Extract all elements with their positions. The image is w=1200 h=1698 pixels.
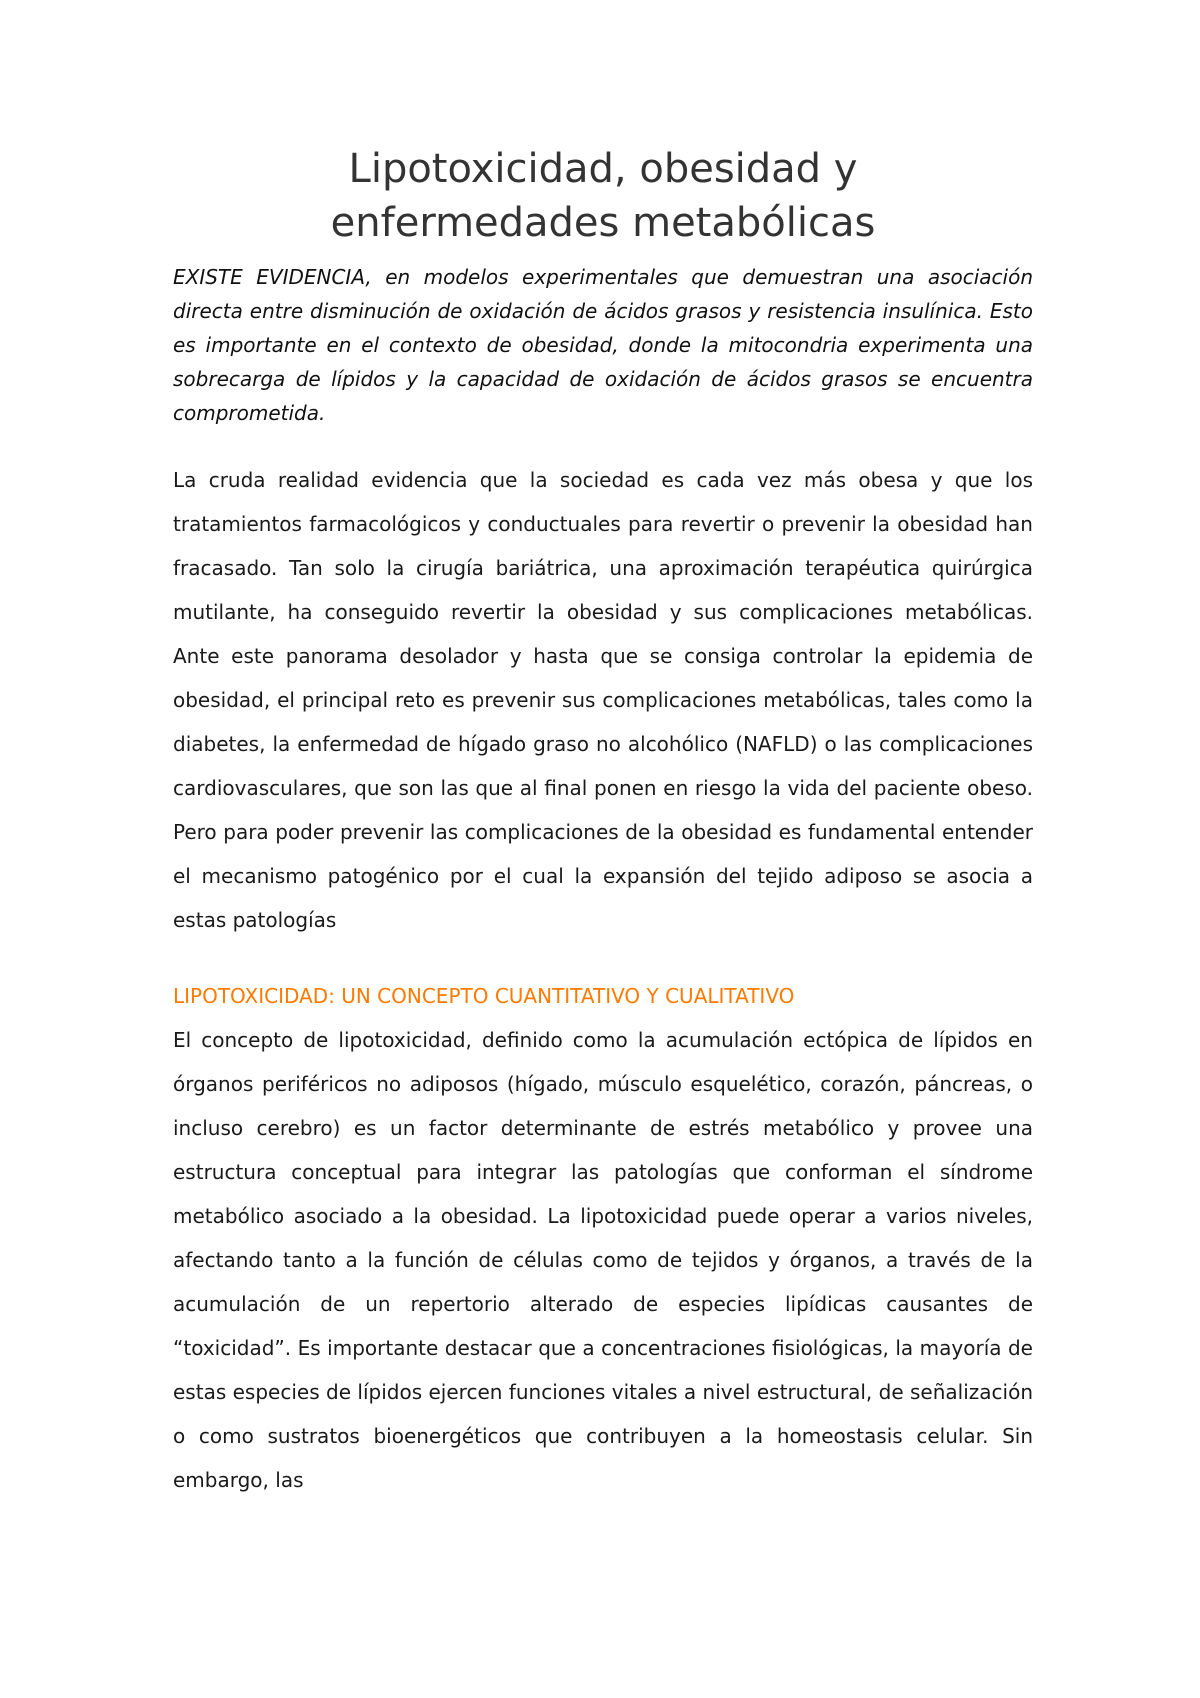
title-line-1: Lipotoxicidad, obesidad y	[348, 146, 858, 192]
title-line-2: enfermedades metabólicas	[330, 200, 876, 246]
document-content	[173, 142, 1033, 1502]
section-heading: LIPOTOXICIDAD: UN CONCEPTO CUANTITATIVO Y CUALITATIVO	[173, 984, 795, 1008]
body-paragraph-2: El concepto de lipotoxicidad, definido como la acumulación ectópica de lípidos en órganos periféricos no adiposos (hígado, músculo esquelético, corazón, páncreas, o incluso cerebro) es un factor determinante de estrés metabólico y provee una estructura conceptual para integrar las patologías que conforman el síndrome metabólico asociado a la obesidad. La lipotoxicidad puede operar a varios niveles, afectando tanto a la función de células como de tejidos y órganos, a través de la acumulación de un repertorio alterado de especies lipídicas causantes de “toxicidad”. Es importante destacar que a concentraciones fisiológicas, la mayoría de estas especies de lípidos ejercen funciones vitales a nivel estructural, de señalización o como sustratos bioenergéticos que contribuyen a la homeostasis celular. Sin embargo, las	[173, 1028, 1033, 1492]
intro-paragraph: EXISTE EVIDENCIA, en modelos experimentales que demuestran una asociación directa entre disminución de oxidación de ácidos grasos y resistencia insulínica. Esto es importante en el contexto de obesidad, donde la mitocondria experimenta una sobrecarga de lípidos y la capacidad de oxidación de ácidos grasos se encuentra comprometida.	[173, 265, 1033, 425]
body-paragraph-1: La cruda realidad evidencia que la sociedad es cada vez más obesa y que los tratamientos farmacológicos y conductuales para revertir o prevenir la obesidad han fracasado. Tan solo la cirugía bariátrica, una aproximación terapéutica quirúrgica mutilante, ha conseguido revertir la obesidad y sus complicaciones metabólicas. Ante este panorama desolador y hasta que se consiga controlar la epidemia de obesidad, el principal reto es prevenir sus complicaciones metabólicas, tales como la diabetes, la enfermedad de hígado graso no alcohólico (NAFLD) o las complicaciones cardiovasculares, que son las que al final ponen en riesgo la vida del paciente obeso. Pero para poder prevenir las complicaciones de la obesidad es fundamental entender el mecanismo patogénico por el cual la expansión del tejido adiposo se asocia a estas patologías	[173, 468, 1033, 932]
document-title	[173, 142, 1033, 250]
